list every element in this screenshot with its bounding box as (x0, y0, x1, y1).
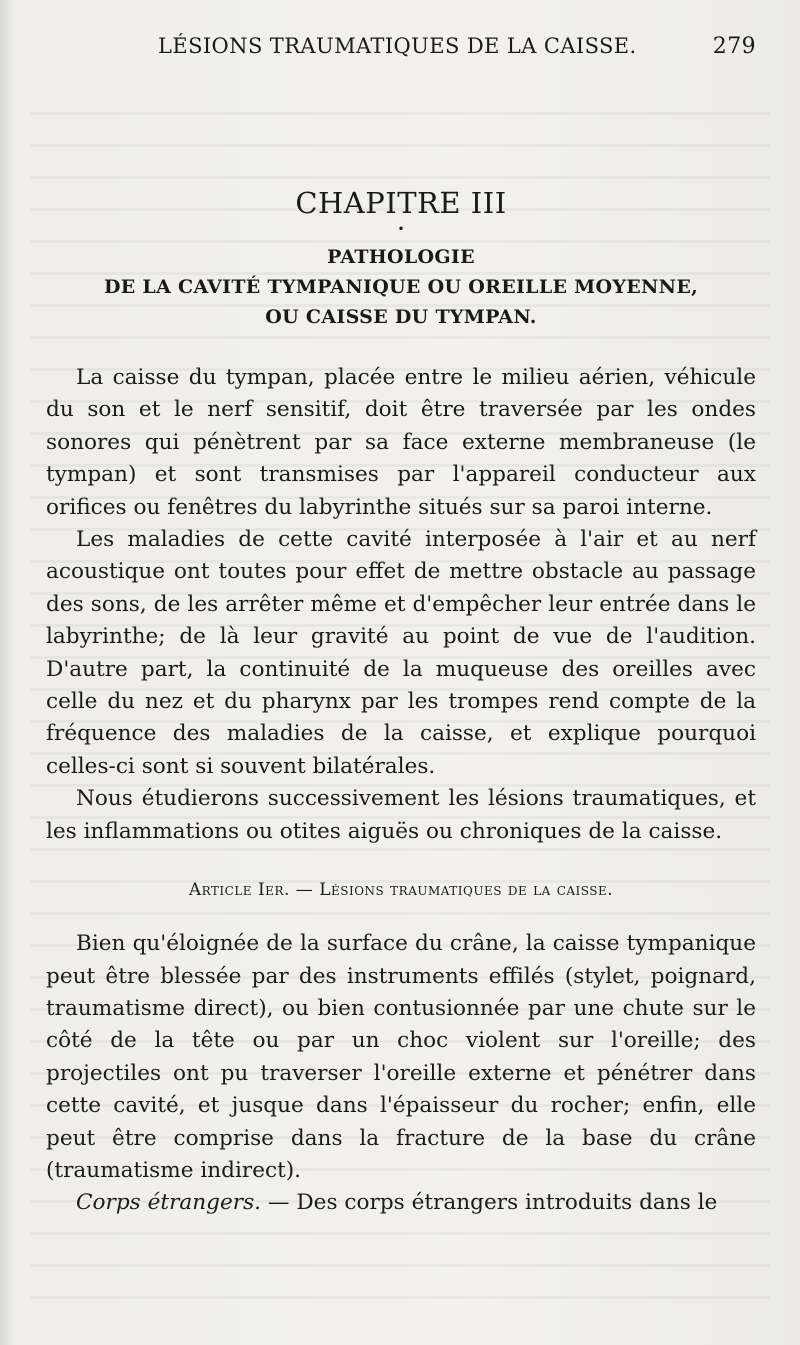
article-separator: — (289, 880, 320, 901)
article-heading (46, 880, 756, 900)
paragraph: Les maladies de cette cavité interposée à l'air et au nerf acoustique ont toutes pour effet de mettre obstacle au passage des sons, de les arrêter même et d'empêcher leur entrée dans le labyrinthe; de là leur gravité au point de vue de l'audition. D'autre part, la continuité de la muqueuse des oreilles avec celle du nez et du pharynx par les trompes rend compte de la fréquence des maladies de la caisse, et explique pourquoi celles-ci sont si souvent bilatérales. (46, 527, 756, 779)
subtitle-line-3: OU CAISSE DU TYMPAN. (265, 306, 537, 328)
paragraph-corps-etrangers (46, 1187, 756, 1219)
subtitle-line-2: DE LA CAVITÉ TYMPANIQUE OU OREILLE MOYENNE, (103, 276, 699, 298)
article-label: Article Ier. (188, 880, 290, 901)
chapter-title: CHAPITRE III (295, 186, 507, 220)
paragraph: La caisse du tympan, placée entre le milieu aérien, véhicule du son et le nerf sensitif, doit être traversée par les ondes sonores qui pénètrent par sa face externe membraneuse (le tympan) et sont transmises par l'appareil conducteur aux orifices ou fenêtres du labyrinthe situés sur sa paroi interne. (46, 365, 756, 520)
running-header (158, 34, 756, 78)
page-number: 279 (712, 34, 756, 59)
paragraph-lead: Corps étrangers. (76, 1190, 262, 1216)
article-title: Lésions traumatiques de la caisse. (319, 880, 614, 901)
running-title: LÉSIONS TRAUMATIQUES DE LA CAISSE. (158, 34, 637, 58)
subtitle-line-1: PATHOLOGIE (327, 246, 475, 268)
paragraph: Bien qu'éloignée de la surface du crâne, la caisse tympanique peut être blessée par des instruments effilés (stylet, poignard, traumatisme direct), ou bien contusionnée par une chute sur le côté de la tête ou par un choc violent sur l'oreille; des projectiles ont pu traverser l'oreille externe et pénétrer dans cette cavité, et jusque dans l'épaisseur du rocher; enfin, elle peut être comprise dans la fracture de la base du crâne (traumatisme indirect). (46, 931, 756, 1183)
paragraph: Nous étudierons successivement les lésions traumatiques, et les inflammations ou otites aiguës ou chroniques de la caisse. (46, 786, 756, 844)
article-body (46, 928, 756, 1220)
chapter-subtitle (46, 242, 756, 332)
ornament-dot: • (397, 222, 405, 236)
paragraph-text: — Des corps étrangers introduits dans le (261, 1190, 718, 1216)
chapter-intro (46, 362, 756, 848)
